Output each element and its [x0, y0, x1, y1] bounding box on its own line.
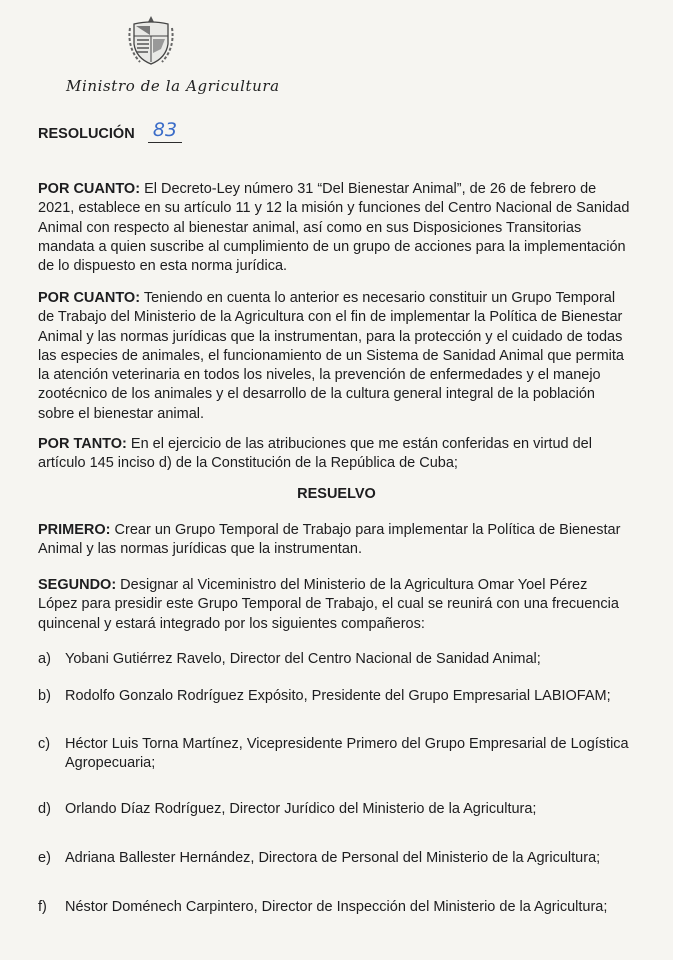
list-item-text: Héctor Luis Torna Martínez, Vicepresidente Primero del Grupo Empresarial de Logística — [65, 736, 629, 752]
list-item-text: Adriana Ballester Hernández, Directora de Personal del Ministerio de la Agricultura; — [65, 850, 601, 866]
por-cuanto-2-line: las especies de animales, el funcionamiento de un Sistema de Sanidad Animal que permita — [38, 347, 624, 364]
por-cuanto-1-line: 2021, establece en su artículo 11 y 12 la misión y funciones del Centro Nacional de Sanidad — [38, 200, 630, 217]
segundo-paragraph — [38, 576, 673, 634]
resuelvo-heading: RESUELVO — [297, 486, 376, 502]
por-cuanto-2-line: Animal y las normas jurídicas que la instrumentan, para la protección y el cuidado de todas — [38, 328, 623, 345]
por-tanto-line: artículo 145 inciso d) de la Constitución de la República de Cuba; — [38, 455, 458, 472]
list-item-letter: f) — [38, 899, 47, 915]
por-tanto-paragraph — [38, 435, 673, 474]
por-cuanto-1-line: de lo dispuesto en esta norma jurídica. — [38, 258, 288, 275]
por-cuanto-2-line: Teniendo en cuenta lo anterior es necesario constituir un Grupo Temporal — [140, 290, 616, 306]
list-item-letter: e) — [38, 850, 51, 866]
primero-paragraph — [38, 521, 673, 560]
por-cuanto-2-paragraph — [38, 289, 673, 424]
por-cuanto-2-line: sobre el bienestar animal. — [38, 405, 205, 422]
primero-line: Animal y las normas jurídicas que la instrumentan. — [38, 541, 362, 558]
segundo-line: quincenal y estará integrado por los siguientes compañeros: — [38, 615, 425, 632]
list-item-text: Rodolfo Gonzalo Rodríguez Expósito, Presidente del Grupo Empresarial LABIOFAM; — [65, 688, 611, 704]
por-cuanto-1-line: mandata a quien suscribe al cumplimiento de un grupo de acciones para la implementación — [38, 238, 626, 255]
list-item — [38, 849, 673, 868]
list-item-letter: a) — [38, 651, 51, 667]
por-cuanto-2-line: zootécnico de los animales y el desarrollo de la cultura general integral de la población — [38, 386, 595, 403]
segundo-line: López para presidir este Grupo Temporal de Trabajo, el cual se reunirá con una frecuencia — [38, 596, 619, 613]
por-cuanto-1-paragraph — [38, 180, 673, 276]
por-tanto-line: En el ejercicio de las atribuciones que me están conferidas en virtud del — [126, 436, 592, 452]
list-item — [38, 898, 673, 917]
list-item-letter: b) — [38, 688, 51, 704]
list-item-letter: d) — [38, 801, 51, 817]
por-tanto-label: POR TANTO: — [38, 436, 127, 452]
resolution-number: 83 — [148, 118, 182, 143]
primero-line: Crear un Grupo Temporal de Trabajo para implementar la Política de Bienestar — [110, 522, 621, 538]
por-cuanto-2-line: la atención veterinaria en todos los niveles, la prevención de enfermedades y el manejo — [38, 367, 601, 384]
ministry-heading: Ministro de la Agricultura — [66, 77, 280, 95]
list-item-letter: c) — [38, 736, 51, 752]
por-cuanto-1-line: El Decreto-Ley número 31 “Del Bienestar Animal”, de 26 de febrero de — [140, 181, 597, 197]
list-item — [38, 650, 673, 669]
list-item-text: Agropecuaria; — [65, 755, 156, 772]
primero-label: PRIMERO: — [38, 522, 111, 538]
coat-of-arms-seal — [126, 14, 176, 68]
resolution-label: RESOLUCIÓN — [38, 126, 135, 142]
segundo-line: Designar al Viceministro del Ministerio de la Agricultura Omar Yoel Pérez — [116, 577, 588, 593]
list-item — [38, 735, 673, 774]
segundo-label: SEGUNDO: — [38, 577, 117, 593]
por-cuanto-1-label: POR CUANTO: — [38, 181, 141, 197]
list-item — [38, 687, 673, 706]
por-cuanto-1-line: Animal con respecto al bienestar animal, así como en sus Disposiciones Transitorias — [38, 219, 582, 236]
list-item-text: Néstor Doménech Carpintero, Director de Inspección del Ministerio de la Agricultura; — [65, 899, 608, 915]
por-cuanto-2-line: de Trabajo del Ministerio de la Agricultura con el fin de implementar la Política de Bienestar — [38, 309, 623, 326]
list-item-text: Yobani Gutiérrez Ravelo, Director del Centro Nacional de Sanidad Animal; — [65, 651, 541, 667]
list-item — [38, 800, 673, 819]
list-item-text: Orlando Díaz Rodríguez, Director Jurídico del Ministerio de la Agricultura; — [65, 801, 537, 817]
por-cuanto-2-label: POR CUANTO: — [38, 290, 141, 306]
